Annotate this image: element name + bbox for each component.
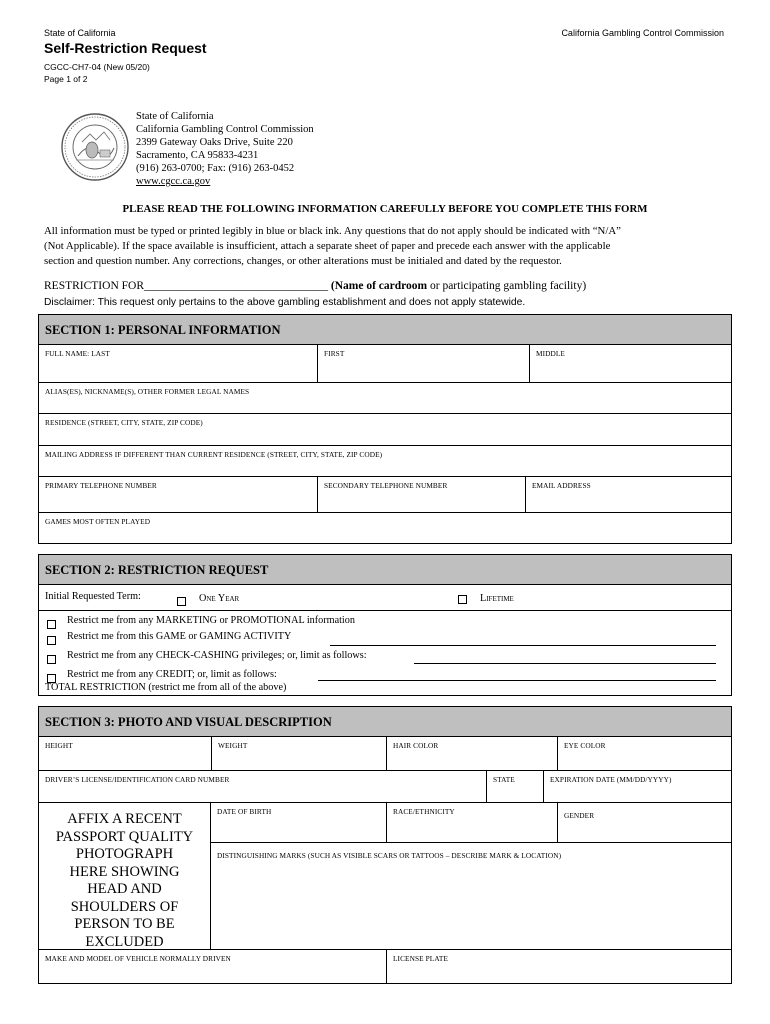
eye-color-field[interactable]: EYE COLOR — [557, 737, 731, 770]
name-row — [39, 345, 731, 383]
section-restriction-request — [38, 554, 732, 696]
check-cashing-limit-line[interactable] — [414, 663, 716, 664]
photo-area[interactable] — [39, 803, 211, 949]
section-3-heading: SECTION 3: PHOTO AND VISUAL DESCRIPTION — [39, 707, 731, 737]
photo-instruction-line: EXCLUDED — [85, 933, 164, 950]
game-option-label: Restrict me from this GAME or GAMING ACTIVITY — [67, 631, 292, 642]
term-label: Initial Requested Term: — [45, 591, 141, 602]
form-title: Self-Restriction Request — [44, 40, 207, 56]
section-2-heading: SECTION 2: RESTRICTION REQUEST — [39, 555, 731, 585]
lifetime-checkbox[interactable] — [458, 591, 467, 609]
section-1-heading: SECTION 1: PERSONAL INFORMATION — [39, 315, 731, 345]
form-number: CGCC-CH7-04 (New 05/20) — [44, 62, 150, 72]
section-photo-description — [38, 706, 732, 984]
photo-instruction-line: HERE SHOWING — [69, 863, 180, 880]
gender-field[interactable]: GENDER — [557, 803, 731, 843]
address-line-1: State of California — [136, 111, 214, 122]
expiration-date-field[interactable]: EXPIRATION DATE (MM/DD/YYYY) — [543, 771, 731, 802]
license-number-field[interactable]: DRIVER’S LICENSE/IDENTIFICATION CARD NUMBER — [45, 775, 230, 784]
check-cashing-checkbox[interactable] — [47, 651, 56, 669]
check-cashing-option-label: Restrict me from any CHECK-CASHING privileges; or, limit as follows: — [67, 650, 367, 661]
primary-phone-field[interactable]: PRIMARY TELEPHONE NUMBER — [45, 481, 157, 490]
instructions-line-1: All information must be typed or printed legibly in blue or black ink. Any questions that do not apply should be indicated with “N/A” — [44, 225, 621, 237]
credit-limit-line[interactable] — [318, 680, 716, 681]
restriction-for-line — [44, 280, 586, 292]
game-limit-line[interactable] — [330, 645, 716, 646]
address-line-4: Sacramento, CA 95833-4231 — [136, 150, 259, 161]
license-state-field[interactable]: STATE — [486, 771, 543, 802]
photo-instruction-line: PHOTOGRAPH — [75, 846, 174, 862]
height-field[interactable]: HEIGHT — [45, 741, 73, 750]
restriction-for-label: RESTRICTION FOR________________________________ — [44, 280, 328, 292]
one-year-label: One Year — [199, 593, 240, 604]
distinguishing-marks-field[interactable]: DISTINGUISHING MARKS (SUCH AS VISIBLE SCARS OR TATTOOS – DESCRIBE MARK & LOCATION) — [217, 851, 562, 860]
aliases-field[interactable]: ALIAS(ES), NICKNAME(S), OTHER FORMER LEGAL NAMES — [39, 383, 731, 414]
credit-option-label: Restrict me from any CREDIT; or, limit as follows: — [67, 669, 277, 680]
instructions-line-2: (Not Applicable). If the space available is insufficient, attach a separate sheet of paper and precede each answer with the applicable — [44, 240, 611, 252]
residence-field[interactable]: RESIDENCE (STREET, CITY, STATE, ZIP CODE) — [39, 414, 731, 446]
photo-instruction-line: AFFIX A RECENT — [67, 811, 182, 827]
instructions-line-3: section and question number. Any corrections, changes, or other alterations must be initialed and dated by the requestor. — [44, 255, 562, 267]
lifetime-label: Lifetime — [480, 593, 514, 604]
one-year-checkbox[interactable] — [177, 593, 186, 611]
photo-instruction-line: PASSPORT QUALITY — [55, 828, 194, 845]
license-row — [39, 771, 731, 803]
state-seal-icon — [60, 112, 130, 182]
address-line-5: (916) 263-0700; Fax: (916) 263-0452 — [136, 163, 295, 174]
address-line-3: 2399 Gateway Oaks Drive, Suite 220 — [136, 137, 293, 148]
cardroom-name-label: (Name of cardroom — [330, 280, 428, 292]
physical-row — [39, 737, 731, 771]
last-name-field[interactable]: FULL NAME: LAST — [45, 349, 110, 358]
term-row — [39, 585, 731, 611]
photo-instruction-line: SHOULDERS OF — [70, 898, 179, 915]
facility-label: or participating gambling facility) — [427, 280, 587, 292]
address-line-2: California Gambling Control Commission — [136, 124, 314, 135]
vehicle-row — [39, 949, 731, 983]
vehicle-make-model-field[interactable]: MAKE AND MODEL OF VEHICLE NORMALLY DRIVEN — [45, 954, 231, 963]
agency-label: California Gambling Control Commission — [561, 28, 724, 38]
race-ethnicity-field[interactable]: RACE/ETHNICITY — [386, 803, 557, 843]
website-link[interactable]: www.cgcc.ca.gov — [136, 176, 211, 187]
middle-name-field[interactable]: MIDDLE — [529, 345, 731, 382]
secondary-phone-field[interactable]: SECONDARY TELEPHONE NUMBER — [317, 477, 525, 512]
game-checkbox[interactable] — [47, 632, 56, 650]
phone-row — [39, 477, 731, 513]
email-field[interactable]: EMAIL ADDRESS — [525, 477, 731, 512]
total-restriction-label: TOTAL RESTRICTION (restrict me from all of the above) — [45, 682, 287, 693]
section-personal-information — [38, 314, 732, 544]
state-label: State of California — [44, 28, 116, 38]
photo-instruction-line: HEAD AND — [87, 881, 162, 897]
weight-field[interactable]: WEIGHT — [211, 737, 386, 770]
license-plate-field[interactable]: LICENSE PLATE — [386, 950, 731, 983]
games-played-field[interactable]: GAMES MOST OFTEN PLAYED — [45, 517, 151, 526]
dob-race-gender-row — [211, 803, 731, 843]
date-of-birth-field[interactable]: DATE OF BIRTH — [217, 807, 272, 816]
first-name-field[interactable]: FIRST — [317, 345, 529, 382]
instructions-heading: PLEASE READ THE FOLLOWING INFORMATION CAREFULLY BEFORE YOU COMPLETE THIS FORM — [122, 203, 648, 215]
hair-color-field[interactable]: HAIR COLOR — [386, 737, 557, 770]
page-number: Page 1 of 2 — [44, 74, 88, 84]
marketing-option-label: Restrict me from any MARKETING or PROMOTIONAL information — [67, 615, 355, 626]
mailing-address-field[interactable]: MAILING ADDRESS IF DIFFERENT THAN CURRENT RESIDENCE (STREET, CITY, STATE, ZIP CODE) — [39, 446, 731, 477]
photo-instruction-line: PERSON TO BE — [74, 916, 175, 932]
disclaimer: Disclaimer: This request only pertains to the above gambling establishment and does not apply statewide. — [44, 297, 526, 308]
